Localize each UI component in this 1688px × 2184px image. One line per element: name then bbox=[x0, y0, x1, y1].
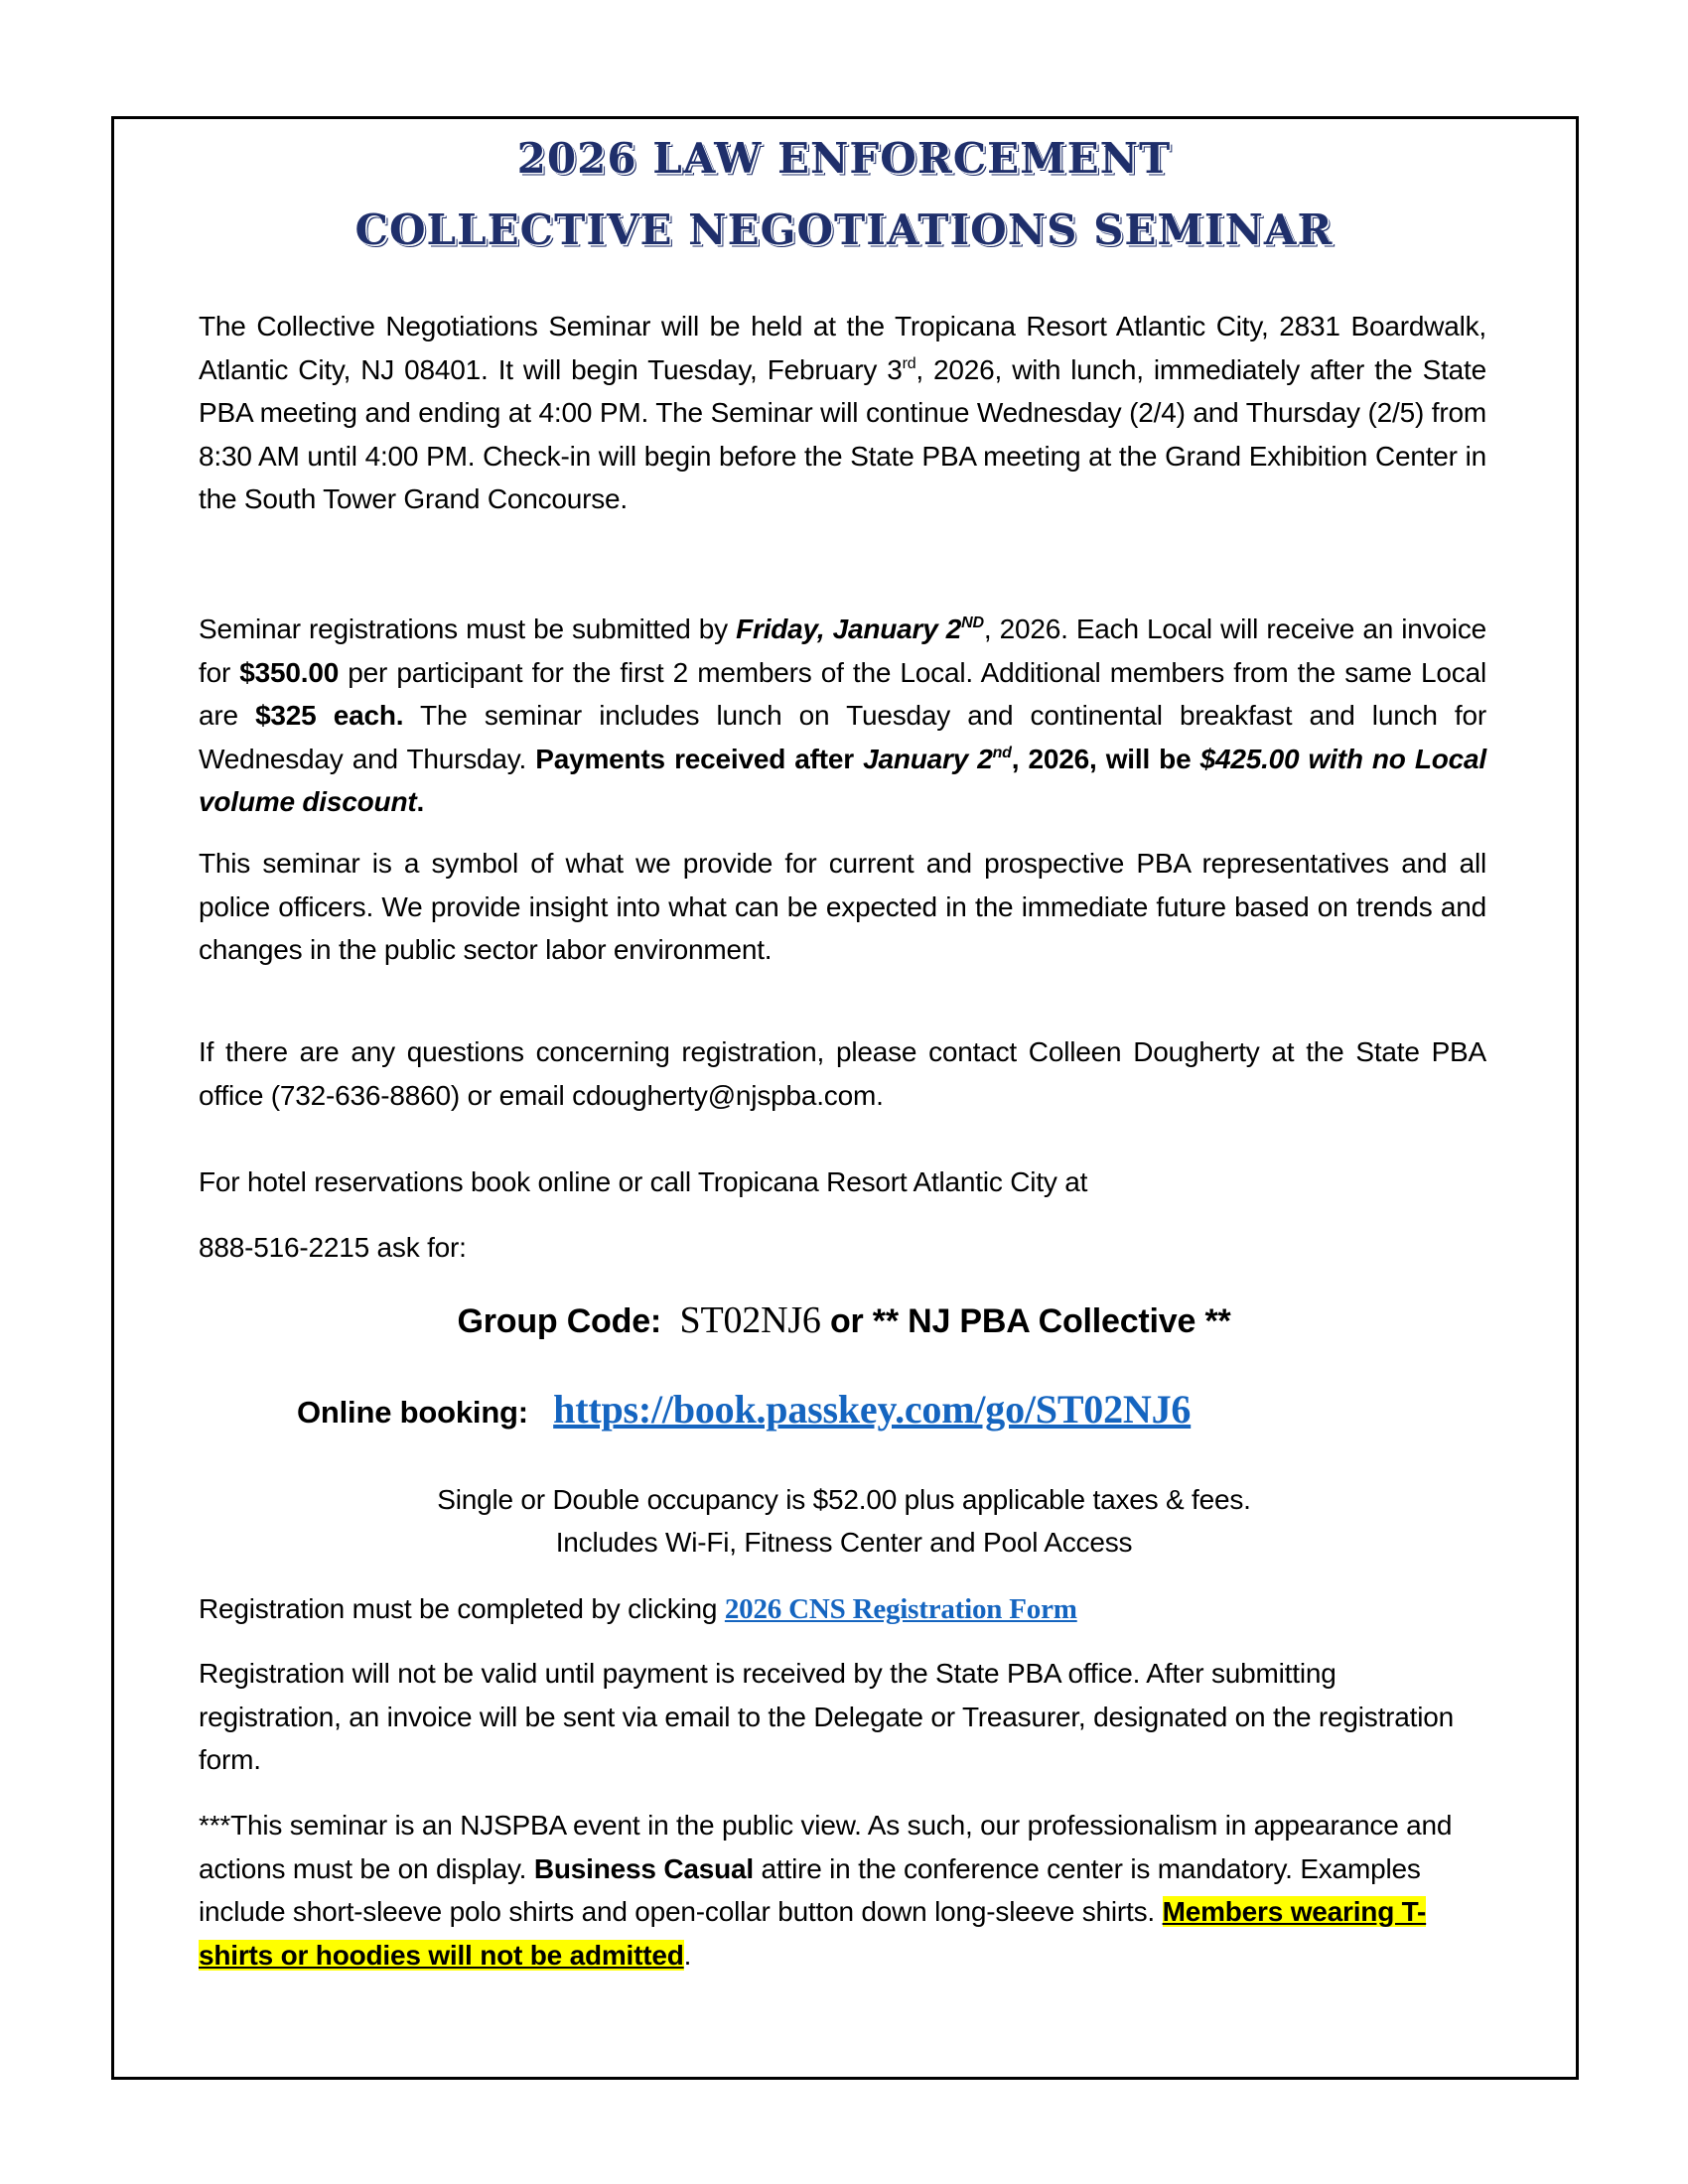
group-code-alt: or ** NJ PBA Collective ** bbox=[820, 1302, 1231, 1340]
title-line-1: 2026 LAW ENFORCEMENT bbox=[516, 134, 1172, 183]
location-text-1: The Collective Negotiations Seminar will be held at the Tropicana Resort Atlantic City, 2831 Boardwalk, Atlantic City, NJ 08401. It will begin Tuesday, February 3 bbox=[199, 311, 1486, 385]
hotel-reservations-line: For hotel reservations book online or call Tropicana Resort Atlantic City at bbox=[199, 1166, 1088, 1197]
online-booking-line bbox=[297, 1385, 1588, 1437]
dress-code-end: . bbox=[683, 1939, 692, 1971]
late-end: . bbox=[416, 786, 425, 817]
occupancy-line-2: Includes Wi-Fi, Fitness Center and Pool Access bbox=[555, 1527, 1133, 1558]
late-price: $425.00 with no Local volume discount bbox=[199, 743, 1486, 817]
late-payment-text: , 2026, will be bbox=[1011, 743, 1200, 774]
online-booking-label: Online booking: bbox=[297, 1395, 528, 1430]
fees-text: Seminar registrations must be submitted by bbox=[199, 614, 737, 644]
late-payment-text: Payments received after bbox=[535, 743, 864, 774]
paragraph-registration-fees bbox=[199, 608, 1486, 824]
fees-text: per participant for the first 2 members of the Local. Additional members from the same Local are bbox=[199, 656, 1486, 731]
online-booking-link[interactable]: https://book.passkey.com/go/ST02NJ6 bbox=[553, 1387, 1192, 1432]
occupancy-line-1: Single or Double occupancy is $52.00 plus applicable taxes & fees. bbox=[437, 1484, 1251, 1515]
fees-text: , 2026. Each Local will receive an invoice for bbox=[199, 614, 1486, 688]
group-code-line bbox=[111, 1296, 1577, 1346]
paragraph-validity: Registration will not be valid until payment is received by the State PBA office. After submitting registration, an invoice will be sent via email to the Delegate or Treasurer, designated on the registration form. bbox=[199, 1658, 1455, 1775]
paragraph-contact: If there are any questions concerning registration, please contact Colleen Dougherty at the State PBA office (732-636-8860) or email cdougherty@njspba.com. bbox=[199, 1036, 1486, 1111]
dress-code-warning: Members wearing T-shirts or hoodies will not be admitted bbox=[199, 1896, 1427, 1971]
dress-code-text: ***This seminar is an NJSPBA event in the public view. As such, our professionalism in appearance and actions must be on display. bbox=[199, 1810, 1453, 1884]
business-casual: Business Casual bbox=[533, 1852, 754, 1884]
deadline-date: Friday, January 2 bbox=[736, 614, 962, 644]
location-text-2: , 2026, with lunch, immediately after the State PBA meeting and ending at 4:00 PM. The Seminar will continue Wednesday (2/4) and Thursday (2/5) from 8:30 AM until 4:00 PM. Check-in will begin before the State PBA meeting at the Grand Exhibition Center in the South Tower Grand Concourse. bbox=[199, 353, 1486, 514]
late-date: January 2 bbox=[863, 743, 993, 774]
paragraph-symbol: This seminar is a symbol of what we provide for current and prospective PBA representatives and all police officers. We provide insight into what can be expected in the immediate future based on trends and changes in the public sector labor environment. bbox=[199, 848, 1486, 965]
group-code-value: ST02NJ6 bbox=[679, 1299, 821, 1341]
paragraph-location bbox=[199, 305, 1486, 521]
hotel-phone-line: 888-516-2215 ask for: bbox=[199, 1232, 467, 1263]
late-sup: nd bbox=[992, 744, 1012, 761]
registration-link-line bbox=[199, 1587, 1486, 1632]
group-code-label: Group Code: bbox=[457, 1302, 662, 1340]
ordinal-sup: rd bbox=[902, 354, 916, 372]
price-first-members: $350.00 bbox=[239, 656, 340, 688]
dress-code-text: attire in the conference center is mandatory. Examples include short-sleeve polo shirts and open-collar button down long-sleeve shirts. bbox=[199, 1852, 1421, 1927]
registration-form-link[interactable]: 2026 CNS Registration Form bbox=[724, 1593, 1077, 1625]
price-additional-members: $325 each. bbox=[255, 700, 404, 731]
title-line-2: COLLECTIVE NEGOTIATIONS SEMINAR bbox=[354, 205, 1334, 254]
fees-text: The seminar includes lunch on Tuesday and continental breakfast and lunch for Wednesday and Thursday. bbox=[199, 700, 1486, 774]
registration-text: Registration must be completed by clicking bbox=[199, 1593, 725, 1624]
deadline-sup: ND bbox=[961, 614, 984, 631]
paragraph-dress-code bbox=[199, 1804, 1499, 1977]
